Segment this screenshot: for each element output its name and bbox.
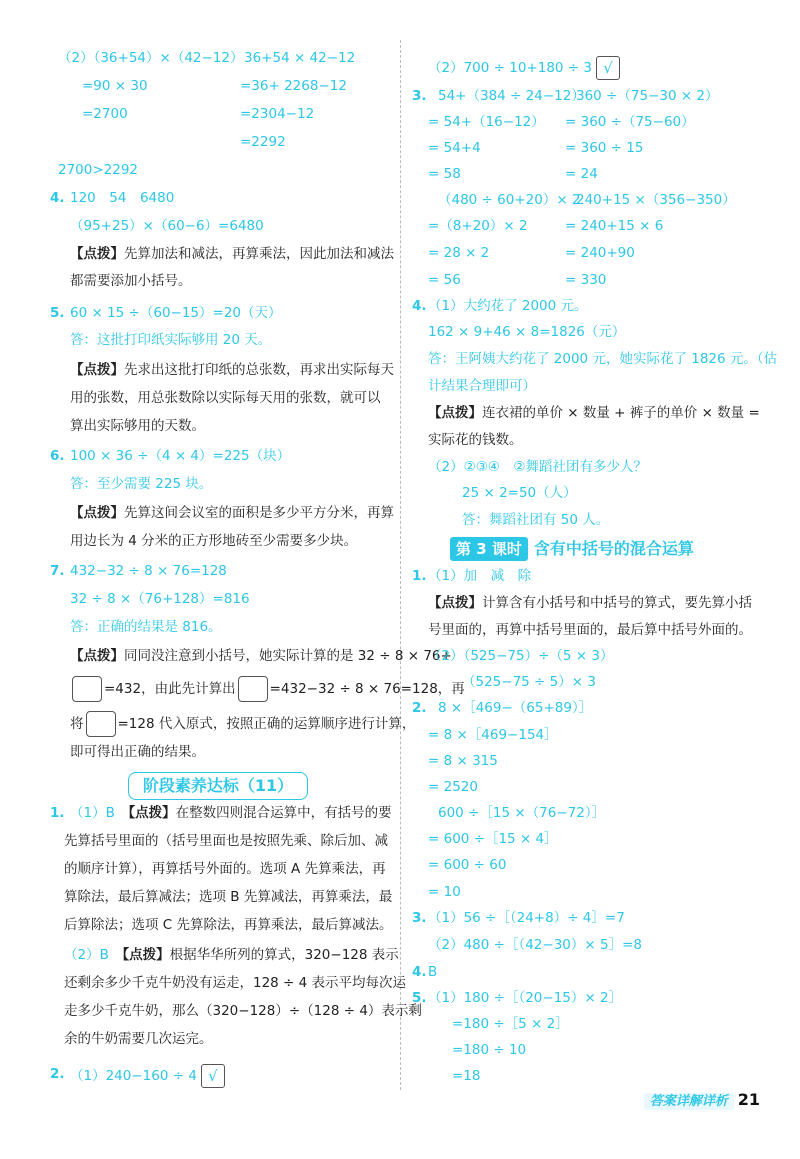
tip-line: 都需要添加小括号。 [70,273,192,289]
page-number: 21 [737,1090,760,1109]
lesson-banner [450,537,694,562]
question-number: 3. [412,910,427,926]
tip-line [70,803,392,823]
dianbo-label: 【点拨】 [70,648,124,664]
line: = 240+90 [565,245,635,261]
line: = 28 × 2 [428,245,490,261]
question-number: 1. [412,568,427,584]
line: （2）（525−75）÷（5 × 3） [428,648,614,664]
tip-line [70,244,394,264]
line: （1）56 ÷［（24+8）÷ 4］=7 [428,910,625,926]
section-banner: 阶段素养达标（11） [128,772,308,800]
dianbo-label: 【点拨】 [128,805,176,821]
tip-line: 的顺序计算），再算括号外面的。选项 A 先算乘法，再 [64,861,386,877]
tip-text: 连衣裙的单价 × 数量 + 裤子的单价 × 数量 = [482,405,760,421]
line: = 330 [565,272,607,288]
line: （95+25）×（60−6）=6480 [70,218,264,234]
line: = 360 ÷ 15 [565,140,644,156]
tip-text: 计算含有小括号和中括号的算式，要先算小括 [482,595,752,611]
line: 120 54 6480 [70,190,175,206]
answer-line: 答：这批打印纸实际够用 20 天。 [70,332,272,348]
line: =90 × 30 [82,78,148,94]
tip-line: 走多少千克牛奶，那么（320−128）÷（128 ÷ 4）表示剩 [64,1003,422,1019]
line [70,1064,225,1088]
answer-line: 计结果合理即可） [428,378,536,394]
line: （2）（36+54）×（42−12） [58,50,244,66]
tip-line: 号里面的，再算中括号里面的，最后算中括号外面的。 [428,622,752,638]
tip-text: =128 代入原式，按照正确的运算顺序进行计算， [117,716,416,732]
question-number: 5. [50,305,65,321]
line: 54+（384 ÷ 24−12） [438,88,585,104]
line: = 360 ÷（75−60） [565,114,695,130]
line: 2700>2292 [58,162,139,178]
question-number: 3. [412,88,427,104]
line: =18 [452,1068,481,1084]
line-text: （2）700 ÷ 10+180 ÷ 3 [428,60,592,76]
line: 25 × 2=50（人） [462,485,577,501]
tip-line [64,945,399,965]
blank-box [72,676,102,702]
line: = 8 × 315 [428,753,498,769]
line-text: （1）240−160 ÷ 4 [70,1068,197,1084]
lesson-title: 含有中括号的混合运算 [533,539,694,558]
blank-box [86,711,116,737]
line: =2292 [240,134,286,150]
question-number: 5. [412,990,427,1006]
line: =180 ÷ 10 [452,1042,527,1058]
tip-line [70,711,415,737]
line: （1）加 减 除 [428,568,532,584]
line: =2700 [82,106,128,122]
answer-line: 答：舞蹈社团有 50 人。 [462,512,610,528]
line: 36+54 × 42−12 [244,50,356,66]
line: = 54+（16−12） [428,114,545,130]
check-mark-icon: √ [201,1064,225,1088]
line: B [428,964,438,980]
line: 60 × 15 ÷（60−15）=20（天） [70,305,282,321]
line: = 8 ×［469−154］ [428,727,558,743]
line: （525−75 ÷ 5）× 3 [462,674,596,690]
line: = 58 [428,166,461,182]
dianbo-label: 【点拨】 [428,405,482,421]
line: = 2520 [428,779,478,795]
line: = 240+15 × 6 [565,218,664,234]
dianbo-label: 【点拨】 [70,246,124,262]
answer-line: 答：至少需要 225 块。 [70,476,213,492]
tip-text: =432−32 ÷ 8 × 76=128，再 [269,681,465,697]
tip-line: 先算括号里面的（括号里面也是按照先乘、除后加、减 [64,833,388,849]
lesson-tag: 第 3 课时 [450,537,528,561]
answer-text: （2）B [64,947,109,963]
line: =180 ÷［5 × 2］ [452,1016,569,1032]
line: =（8+20）× 2 [428,218,528,234]
question-number: 6. [50,448,65,464]
line: 8 ×［469−（65+89）］ [438,700,593,716]
line: 360 ÷（75−30 × 2） [576,88,719,104]
tip-text: =432，由此先计算出 [104,681,236,697]
line: = 24 [565,166,598,182]
line: 162 × 9+46 × 8=1826（元） [428,324,626,340]
line: = 10 [428,884,461,900]
blank-box [238,676,268,702]
line: = 54+4 [428,140,481,156]
question-number: 1. [50,805,65,821]
dianbo-label: 【点拨】 [70,505,124,521]
question-number: 7. [50,563,65,579]
tip-line: 用的张数，用总张数除以实际每天用的张数，就可以 [70,390,381,406]
dianbo-label: 【点拨】 [122,947,170,963]
line [428,56,620,80]
page-footer [644,1090,760,1112]
tip-text: 先算这间会议室的面积是多少平方分米，再算 [124,505,394,521]
question-number: 4. [412,298,427,314]
line: （1）180 ÷［（20−15）× 2］ [428,990,623,1006]
line: = 600 ÷ 60 [428,857,507,873]
tip-line: 算除法，最后算减法；选项 B 先算减法，再算乘法，最 [64,889,393,905]
line: 100 × 36 ÷（4 × 4）=225（块） [70,448,291,464]
tip-line: 余的牛奶需要几次运完。 [64,1031,213,1047]
question-number: 2. [412,700,427,716]
tip-line [70,503,394,523]
answer-text: （1）B [70,805,115,821]
line: 240+15 ×（356−350） [576,192,736,208]
line: （480 ÷ 60+20）× 2 [438,192,581,208]
line: = 600 ÷［15 × 4］ [428,831,558,847]
line: （2）②③④ ②舞蹈社团有多少人？ [428,459,647,475]
tip-text: 将 [70,716,84,732]
tip-text: 根据华华所列的算式，320−128 表示 [169,947,399,963]
tip-text: 同同没注意到小括号，她实际计算的是 32 ÷ 8 × 76+ [124,648,452,664]
tip-line [428,593,752,613]
tip-text: 先算加法和减法，再算乘法，因此加法和减法 [124,246,394,262]
answer-line: 答：王阿姨大约花了 2000 元，她实际花了 1826 元。（估 [428,351,778,367]
line: 32 ÷ 8 ×（76+128）=816 [70,591,250,607]
tip-line: 后算除法；选项 C 先算除法，再算乘法，最后算减法。 [64,917,393,933]
tip-line: 还剩余多少千克牛奶没有运走，128 ÷ 4 表示平均每次运 [64,975,407,991]
tip-line: 算出实际够用的天数。 [70,418,205,434]
answer-line: 答：正确的结果是 816。 [70,619,222,635]
tip-line: 用边长为 4 分米的正方形地砖至少需要多少块。 [70,533,358,549]
tip-line [70,646,452,666]
line: 432−32 ÷ 8 × 76=128 [70,563,227,579]
question-number: 2. [50,1066,65,1082]
tip-text: 先求出这批打印纸的总张数，再求出实际每天 [124,362,394,378]
line: =36+ 2268−12 [240,78,347,94]
tip-line [70,360,394,380]
tip-line [70,676,465,702]
tip-line: 实际花的钱数。 [428,432,523,448]
question-number: 4. [412,964,427,980]
line: （2）480 ÷［（42−30）× 5］=8 [428,937,642,953]
question-number: 4. [50,190,65,206]
tip-line: 即可得出正确的结果。 [70,744,205,760]
line: =2304−12 [240,106,315,122]
tip-line [428,403,760,423]
line: 600 ÷［15 ×（76−72）］ [438,805,606,821]
line: = 56 [428,272,461,288]
footer-text: 答案详解详析 [644,1093,734,1110]
column-divider [400,40,401,1090]
dianbo-label: 【点拨】 [70,362,124,378]
line: （1）大约花了 2000 元。 [428,298,588,314]
tip-text: 在整数四则混合运算中，有括号的要 [175,805,392,821]
dianbo-label: 【点拨】 [428,595,482,611]
check-mark-icon: √ [596,56,620,80]
